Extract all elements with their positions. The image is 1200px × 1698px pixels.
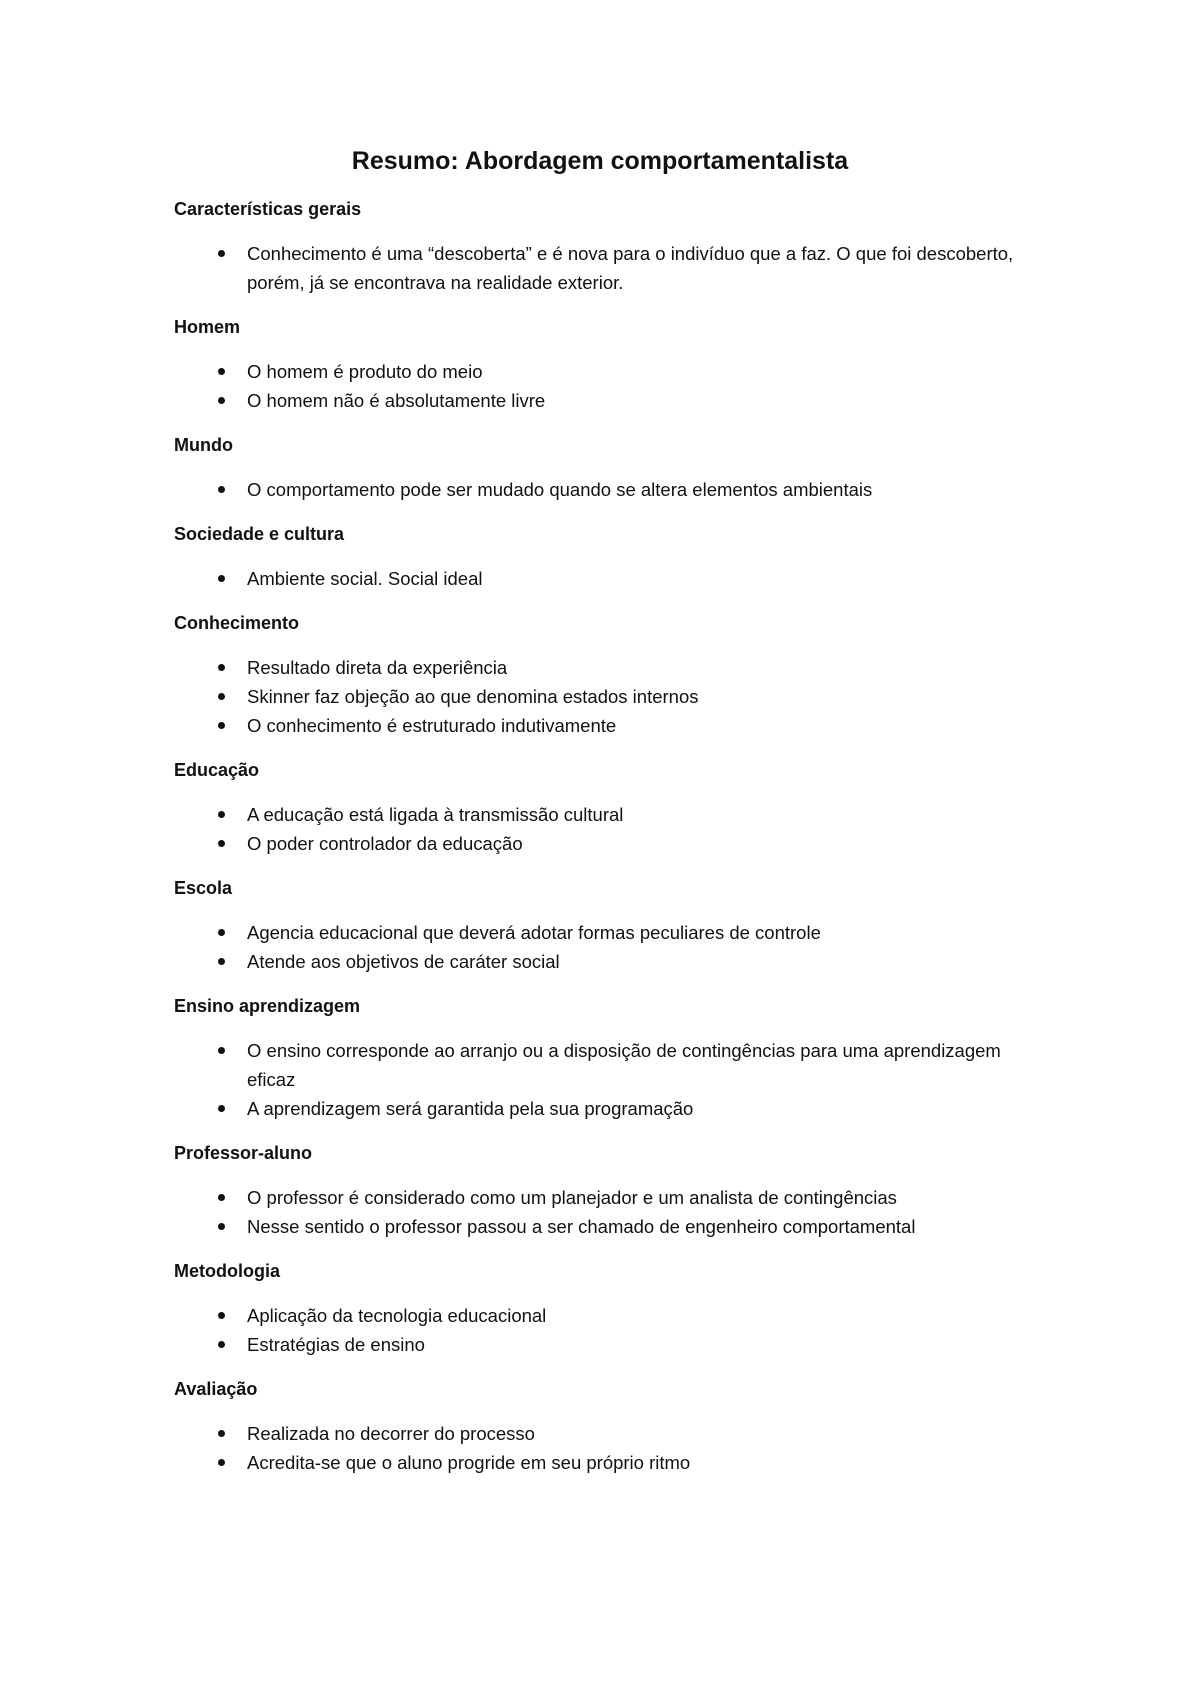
- section: [174, 875, 1024, 976]
- section: [174, 1140, 1024, 1241]
- section: [174, 432, 1024, 504]
- bullet-list: [174, 239, 1024, 297]
- list-item-text: A aprendizagem será garantida pela sua programação: [247, 1098, 694, 1119]
- list-item: [174, 682, 1024, 711]
- bullet-icon: [218, 1430, 225, 1437]
- list-item: [174, 829, 1024, 858]
- section: [174, 1258, 1024, 1359]
- bullet-list: [174, 475, 1024, 504]
- section-heading: Professor-aluno: [174, 1143, 313, 1163]
- bullet-icon: [218, 486, 225, 493]
- section-heading: Educação: [174, 760, 260, 780]
- bullet-icon: [218, 250, 225, 257]
- section: [174, 314, 1024, 415]
- list-item-text: Agencia educacional que deverá adotar formas peculiares de controle: [247, 922, 821, 943]
- list-item-text: A educação está ligada à transmissão cultural: [247, 804, 624, 825]
- bullet-icon: [218, 664, 225, 671]
- list-item-text: O conhecimento é estruturado indutivamente: [247, 715, 617, 736]
- section: [174, 521, 1024, 593]
- bullet-list: [174, 357, 1024, 415]
- bullet-list: [174, 1183, 1024, 1241]
- list-item-text: Conhecimento é uma “descoberta” e é nova para o indivíduo que a faz. O que foi descoberto, porém, já se encontrava na realidade exterior.: [247, 243, 1014, 293]
- bullet-list: [174, 1419, 1024, 1477]
- list-item: [174, 475, 1024, 504]
- bullet-icon: [218, 811, 225, 818]
- section-heading: Conhecimento: [174, 613, 300, 633]
- section-heading: Características gerais: [174, 199, 362, 219]
- list-item-text: Skinner faz objeção ao que denomina estados internos: [247, 686, 699, 707]
- section-heading: Homem: [174, 317, 241, 337]
- list-item-text: O homem é produto do meio: [247, 361, 483, 382]
- bullet-icon: [218, 693, 225, 700]
- section: [174, 757, 1024, 858]
- section-heading: Ensino aprendizagem: [174, 996, 361, 1016]
- bullet-list: [174, 1036, 1024, 1123]
- section-heading: Escola: [174, 878, 233, 898]
- list-item-text: Aplicação da tecnologia educacional: [247, 1305, 547, 1326]
- bullet-list: [174, 1301, 1024, 1359]
- bullet-list: [174, 653, 1024, 740]
- list-item-text: Nesse sentido o professor passou a ser chamado de engenheiro comportamental: [247, 1216, 916, 1237]
- list-item-text: Resultado direta da experiência: [247, 657, 508, 678]
- bullet-icon: [218, 1312, 225, 1319]
- list-item: [174, 918, 1024, 947]
- list-item: [174, 711, 1024, 740]
- section: [174, 1376, 1024, 1477]
- section: [174, 196, 1024, 297]
- section: [174, 993, 1024, 1123]
- list-item: [174, 1419, 1024, 1448]
- list-item: [174, 1448, 1024, 1477]
- list-item-text: O professor é considerado como um planejador e um analista de contingências: [247, 1187, 897, 1208]
- bullet-icon: [218, 1194, 225, 1201]
- list-item: [174, 1301, 1024, 1330]
- section-heading: Metodologia: [174, 1261, 280, 1281]
- list-item: [174, 564, 1024, 593]
- document-body: [174, 196, 1024, 1494]
- bullet-icon: [218, 1341, 225, 1348]
- list-item: [174, 800, 1024, 829]
- bullet-icon: [218, 840, 225, 847]
- list-item: [174, 386, 1024, 415]
- list-item-text: Atende aos objetivos de caráter social: [247, 951, 560, 972]
- list-item: [174, 1212, 1024, 1241]
- list-item-text: O homem não é absolutamente livre: [247, 390, 546, 411]
- list-item-text: Ambiente social. Social ideal: [247, 568, 483, 589]
- list-item: [174, 357, 1024, 386]
- list-item: [174, 1183, 1024, 1212]
- bullet-list: [174, 918, 1024, 976]
- bullet-list: [174, 800, 1024, 858]
- section-heading: Mundo: [174, 435, 233, 455]
- list-item-text: O ensino corresponde ao arranjo ou a disposição de contingências para uma aprendizagem eficaz: [247, 1040, 1001, 1090]
- bullet-icon: [218, 1223, 225, 1230]
- page-title: Resumo: Abordagem comportamentalista: [351, 147, 849, 175]
- list-item-text: O comportamento pode ser mudado quando se altera elementos ambientais: [247, 479, 873, 500]
- list-item: [174, 1036, 1024, 1094]
- list-item: [174, 947, 1024, 976]
- section: [174, 610, 1024, 740]
- list-item-text: Realizada no decorrer do processo: [247, 1423, 535, 1444]
- section-heading: Avaliação: [174, 1379, 258, 1399]
- list-item-text: Estratégias de ensino: [247, 1334, 425, 1355]
- bullet-icon: [218, 1047, 225, 1054]
- section-heading: Sociedade e cultura: [174, 524, 345, 544]
- list-item: [174, 239, 1024, 297]
- list-item: [174, 653, 1024, 682]
- bullet-list: [174, 564, 1024, 593]
- bullet-icon: [218, 368, 225, 375]
- list-item-text: Acredita-se que o aluno progride em seu próprio ritmo: [247, 1452, 691, 1473]
- bullet-icon: [218, 929, 225, 936]
- bullet-icon: [218, 1105, 225, 1112]
- bullet-icon: [218, 575, 225, 582]
- list-item: [174, 1330, 1024, 1359]
- bullet-icon: [218, 397, 225, 404]
- bullet-icon: [218, 722, 225, 729]
- bullet-icon: [218, 1459, 225, 1466]
- list-item: [174, 1094, 1024, 1123]
- list-item-text: O poder controlador da educação: [247, 833, 523, 854]
- bullet-icon: [218, 958, 225, 965]
